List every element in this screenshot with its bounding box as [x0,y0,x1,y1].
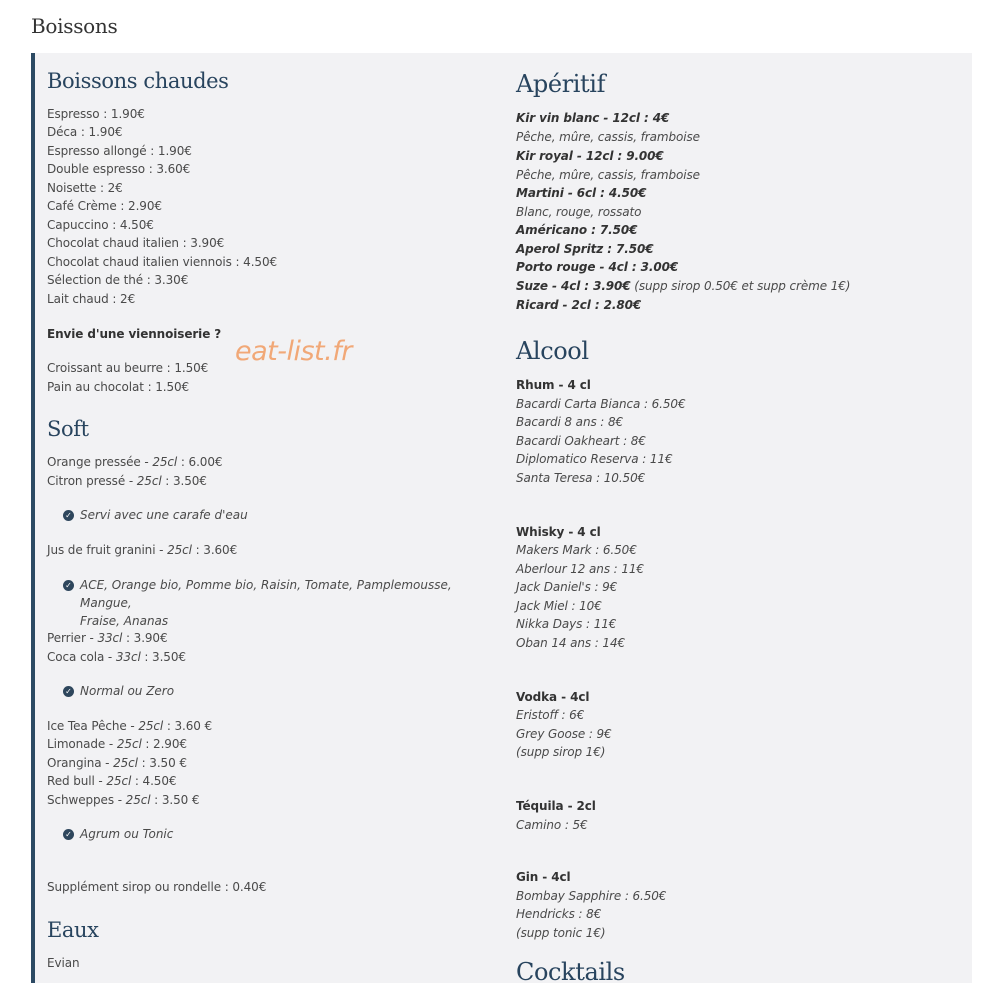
menu-item: Ice Tea Pêche - 25cl : 3.60 € [47,719,213,733]
menu-item: Diplomatico Reserva : 11€ [516,452,673,466]
menu-item: Camino : 5€ [516,818,588,832]
menu-item: Orangina - 25cl : 3.50 € [47,756,187,770]
menu-item: Eristoff : 6€ [516,708,585,722]
menu-item: Sélection de thé : 3.30€ [47,273,189,287]
menu-item: Capuccino : 4.50€ [47,218,154,232]
menu-item-desc: Pêche, mûre, cassis, framboise [516,168,700,182]
menu-item: Bombay Sapphire : 6.50€ [516,889,667,903]
menu-item: Supplément sirop ou rondelle : 0.40€ [47,880,267,894]
menu-item: Aberlour 12 ans : 11€ [516,562,644,576]
menu-item: Santa Teresa : 10.50€ [516,471,646,485]
subsection-heading: Vodka - 4cl [516,690,590,704]
menu-item: Chocolat chaud italien : 3.90€ [47,236,225,250]
menu-item: Coca cola - 33cl : 3.50€ [47,650,186,664]
menu-item: Bacardi Carta Bianca : 6.50€ [516,397,686,411]
check-circle-icon: ✓ [63,686,74,697]
menu-item: Oban 14 ans : 14€ [516,636,626,650]
menu-item: Limonade - 25cl : 2.90€ [47,737,187,751]
section-title-eaux: Eaux [47,918,99,942]
note-item: ✓ ACE, Orange bio, Pomme bio, Raisin, Tomate, Pamplemousse, Mangue, Fraise, Ananas [63,576,483,630]
subsection-heading: Whisky - 4 cl [516,525,601,539]
menu-item: Perrier - 33cl : 3.90€ [47,631,168,645]
menu-item: Red bull - 25cl : 4.50€ [47,774,177,788]
note-item: ✓ Servi avec une carafe d'eau [63,506,248,524]
watermark: eat-list.fr [235,336,352,367]
check-circle-icon: ✓ [63,580,74,591]
note-item: ✓ Agrum ou Tonic [63,825,173,843]
check-circle-icon: ✓ [63,510,74,521]
menu-item: Schweppes - 25cl : 3.50 € [47,793,200,807]
subsection-heading: Gin - 4cl [516,870,571,884]
menu-item: Jack Daniel's : 9€ [516,580,618,594]
menu-item: Croissant au beurre : 1.50€ [47,361,209,375]
menu-item: Espresso : 1.90€ [47,107,145,121]
menu-item: Café Crème : 2.90€ [47,199,162,213]
section-title-boissons-chaudes: Boissons chaudes [47,69,229,93]
menu-item: Hendricks : 8€ [516,907,602,921]
menu-item: Lait chaud : 2€ [47,292,136,306]
menu-item: Bacardi Oakheart : 8€ [516,434,646,448]
menu-item: Porto rouge - 4cl : 3.00€ [516,260,679,274]
menu-item: Grey Goose : 9€ [516,727,612,741]
menu-item: Espresso allongé : 1.90€ [47,144,192,158]
note-item: ✓ Normal ou Zero [63,682,174,700]
menu-item-desc: Pêche, mûre, cassis, framboise [516,130,700,144]
section-title-cocktails: Cocktails [516,958,625,986]
page-title: Boissons [31,14,118,38]
menu-item: Chocolat chaud italien viennois : 4.50€ [47,255,278,269]
menu-item: Makers Mark : 6.50€ [516,543,637,557]
menu-item-desc: Blanc, rouge, rossato [516,205,642,219]
check-circle-icon: ✓ [63,829,74,840]
menu-item: Double espresso : 3.60€ [47,162,191,176]
menu-item: Citron pressé - 25cl : 3.50€ [47,474,207,488]
menu-item: Orange pressée - 25cl : 6.00€ [47,455,223,469]
menu-item: Aperol Spritz : 7.50€ [516,242,654,256]
menu-item: Américano : 7.50€ [516,223,638,237]
menu-item: Bacardi 8 ans : 8€ [516,415,624,429]
menu-item: Kir vin blanc - 12cl : 4€ [516,111,670,125]
menu-item: Nikka Days : 11€ [516,617,617,631]
subsection-heading: Rhum - 4 cl [516,378,591,392]
menu-item: Martini - 6cl : 4.50€ [516,186,647,200]
menu-panel [31,53,972,986]
menu-item: Ricard - 2cl : 2.80€ [516,298,642,312]
menu-item: Suze - 4cl : 3.90€ (supp sirop 0.50€ et supp crème 1€) [516,279,851,293]
viennoiserie-heading: Envie d'une viennoiserie ? [47,327,222,341]
menu-item: Noisette : 2€ [47,181,123,195]
section-title-alcool: Alcool [516,337,589,365]
section-title-soft: Soft [47,417,89,441]
menu-item: Kir royal - 12cl : 9.00€ [516,149,664,163]
menu-item: (supp sirop 1€) [516,745,606,759]
menu-item: Jack Miel : 10€ [516,599,602,613]
menu-item: Evian [47,956,80,970]
menu-item: (supp tonic 1€) [516,926,606,940]
menu-item: Pain au chocolat : 1.50€ [47,380,190,394]
menu-item: Déca : 1.90€ [47,125,123,139]
menu-item: Jus de fruit granini - 25cl : 3.60€ [47,543,238,557]
subsection-heading: Téquila - 2cl [516,799,596,813]
section-title-aperitif: Apéritif [516,70,606,98]
